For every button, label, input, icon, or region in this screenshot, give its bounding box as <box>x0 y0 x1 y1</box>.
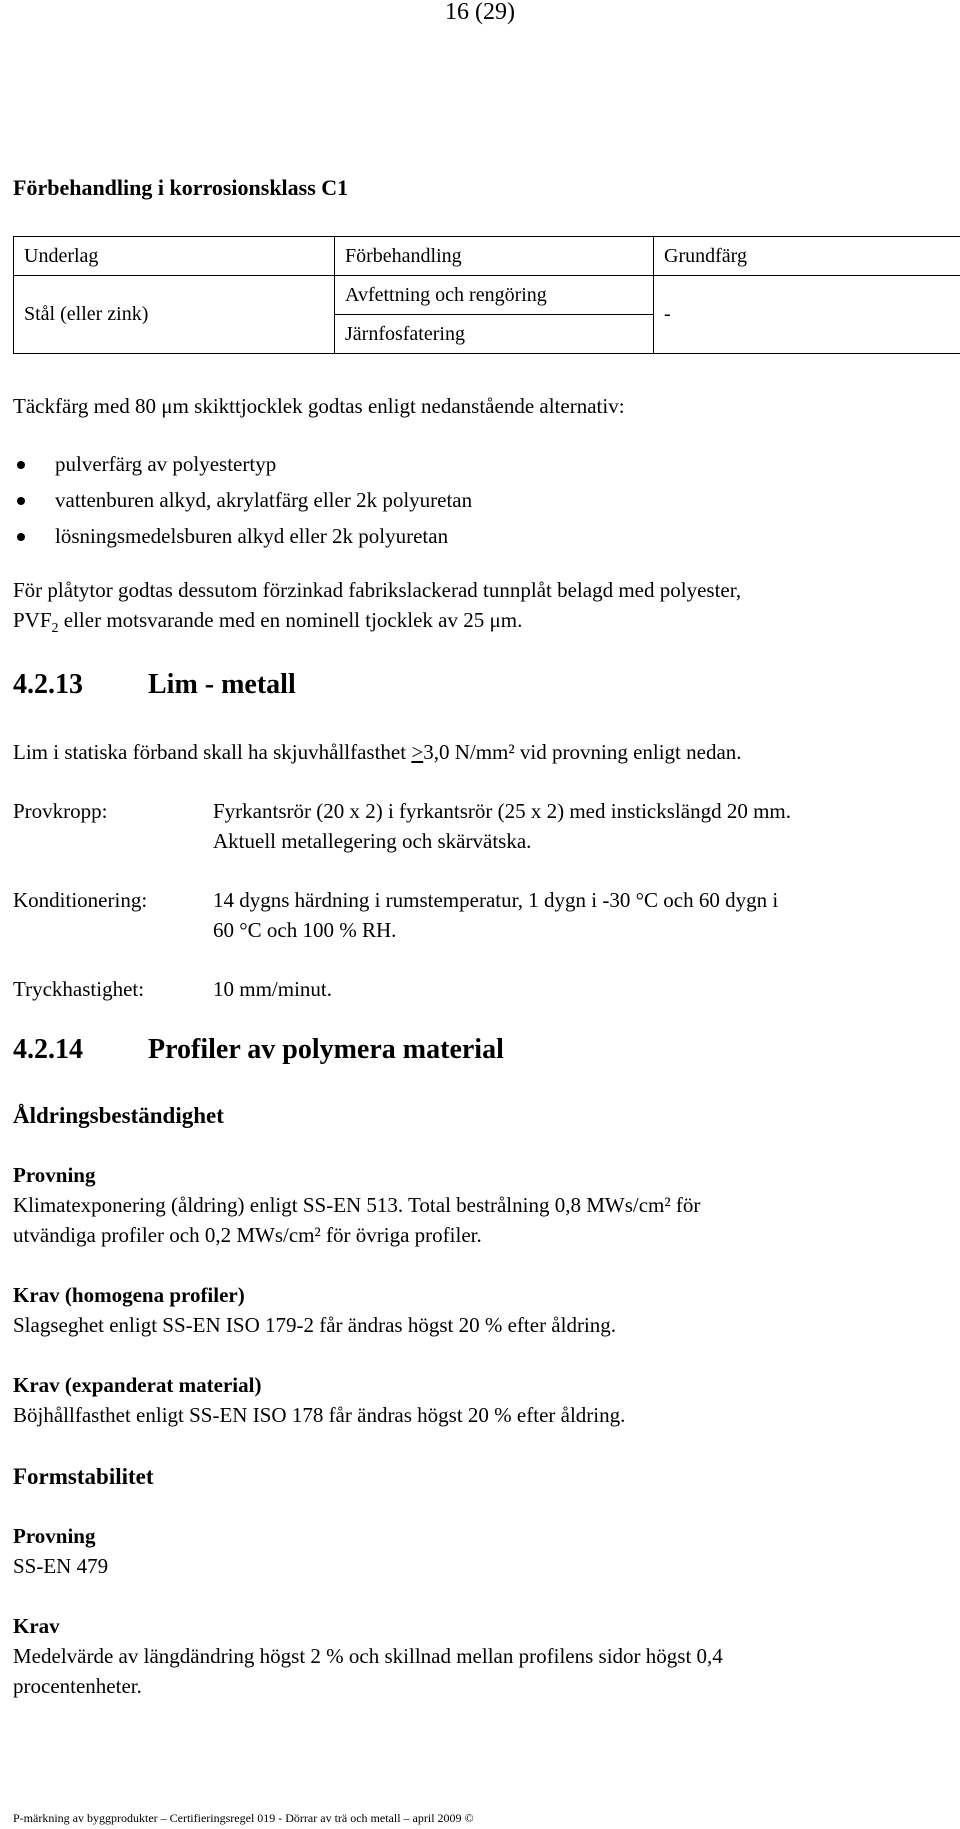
adhesive-intro <box>13 737 742 767</box>
topcoat-intro: Täckfärg med 80 μm skikttjocklek godtas enligt nedanstående alternativ: <box>13 394 625 418</box>
requirement-label: Krav <box>13 1614 60 1638</box>
sheet-note-rest: eller motsvarande med en nominell tjocklek av 25 μm. <box>58 608 523 632</box>
definition-term: Tryckhastighet: <box>13 977 145 1001</box>
section-title: Lim - metall <box>148 669 296 700</box>
page-number: 16 (29) <box>445 0 515 25</box>
table-header-row <box>14 237 960 276</box>
definition-line: 60 °C och 100 % RH. <box>213 918 397 942</box>
requirement-text: Slagseghet enligt SS-EN ISO 179-2 får ändras högst 20 % efter åldring. <box>13 1313 617 1337</box>
definition-term: Konditionering: <box>13 888 148 912</box>
section-c1-heading: Förbehandling i korrosionsklass C1 <box>13 175 349 200</box>
pretreatment-cell: Järnfosfatering <box>335 315 654 354</box>
pretreatment-table <box>13 236 960 354</box>
pvf-text: PVF <box>13 608 52 632</box>
definition-line: Aktuell metallegering och skärvätska. <box>213 829 532 853</box>
definition-line: 14 dygns härdning i rumstemperatur, 1 dygn i -30 °C och 60 dygn i <box>213 888 779 912</box>
list-item: vattenburen alkyd, akrylatfärg eller 2k polyuretan <box>13 482 943 518</box>
test-line: utvändiga profiler och 0,2 MWs/cm² för övriga profiler. <box>13 1223 482 1247</box>
test-line: Klimatexponering (åldring) enligt SS-EN 513. Total bestrålning 0,8 MWs/cm² för <box>13 1193 701 1217</box>
table-header-cell: Underlag <box>14 237 335 276</box>
heading-4-2-14 <box>13 1032 504 1068</box>
definition-line: Fyrkantsrör (20 x 2) i fyrkantsrör (25 x 2) med instickslängd 20 mm. <box>213 799 791 823</box>
list-item: pulverfärg av polyestertyp <box>13 446 943 482</box>
req-homogeneous-block <box>13 1280 948 1340</box>
section-number: 4.2.14 <box>13 1034 83 1065</box>
pretreatment-cell: Avfettning och rengöring <box>335 276 654 315</box>
requirement-label: Krav (homogena profiler) <box>13 1283 245 1307</box>
substrate-cell: Stål (eller zink) <box>14 276 335 354</box>
definition-term: Provkropp: <box>13 799 108 823</box>
definition-specimen <box>13 796 948 856</box>
table-header-cell: Förbehandling <box>335 237 654 276</box>
test-label: Provning <box>13 1524 96 1548</box>
intro-symbol: > <box>411 740 424 764</box>
pvf-subscript: 2 <box>51 621 59 637</box>
table-header-cell: Grundfärg <box>654 237 960 276</box>
section-title: Profiler av polymera material <box>148 1034 504 1065</box>
section-number: 4.2.13 <box>13 669 83 700</box>
stability-heading: Formstabilitet <box>13 1464 154 1489</box>
table-row <box>14 276 960 315</box>
intro-suffix: 3,0 N/mm² vid provning enligt nedan. <box>423 740 742 764</box>
stability-test-block <box>13 1521 948 1581</box>
requirement-label: Krav (expanderat material) <box>13 1373 262 1397</box>
definition-conditioning <box>13 885 948 945</box>
stability-req-block <box>13 1611 948 1701</box>
definition-speed <box>13 974 948 1004</box>
requirement-line: procentenheter. <box>13 1674 142 1698</box>
heading-4-2-13 <box>13 667 296 703</box>
req-expanded-block <box>13 1370 948 1430</box>
test-label: Provning <box>13 1163 96 1187</box>
sheet-note-line <box>13 605 948 644</box>
sheet-note-line: För plåtytor godtas dessutom förzinkad fabrikslackerad tunnplåt belagd med polyester, <box>13 578 742 602</box>
page-footer: P-märkning av byggprodukter – Certifieringsregel 019 - Dörrar av trä och metall – april 2009 © <box>13 1811 474 1825</box>
definition-line: 10 mm/minut. <box>213 977 333 1001</box>
aging-test-block <box>13 1160 948 1250</box>
test-text: SS-EN 479 <box>13 1554 109 1578</box>
requirement-text: Böjhållfasthet enligt SS-EN ISO 178 får ändras högst 20 % efter åldring. <box>13 1403 626 1427</box>
primer-cell: - <box>654 276 960 354</box>
sheet-metal-note <box>13 575 948 644</box>
aging-heading: Åldringsbeständighet <box>13 1103 224 1128</box>
intro-prefix: Lim i statiska förband skall ha skjuvhållfasthet <box>13 740 412 764</box>
requirement-line: Medelvärde av längdändring högst 2 % och skillnad mellan profilens sidor högst 0,4 <box>13 1644 723 1668</box>
list-item: lösningsmedelsburen alkyd eller 2k polyuretan <box>13 518 943 554</box>
topcoat-bullet-list <box>13 446 943 554</box>
